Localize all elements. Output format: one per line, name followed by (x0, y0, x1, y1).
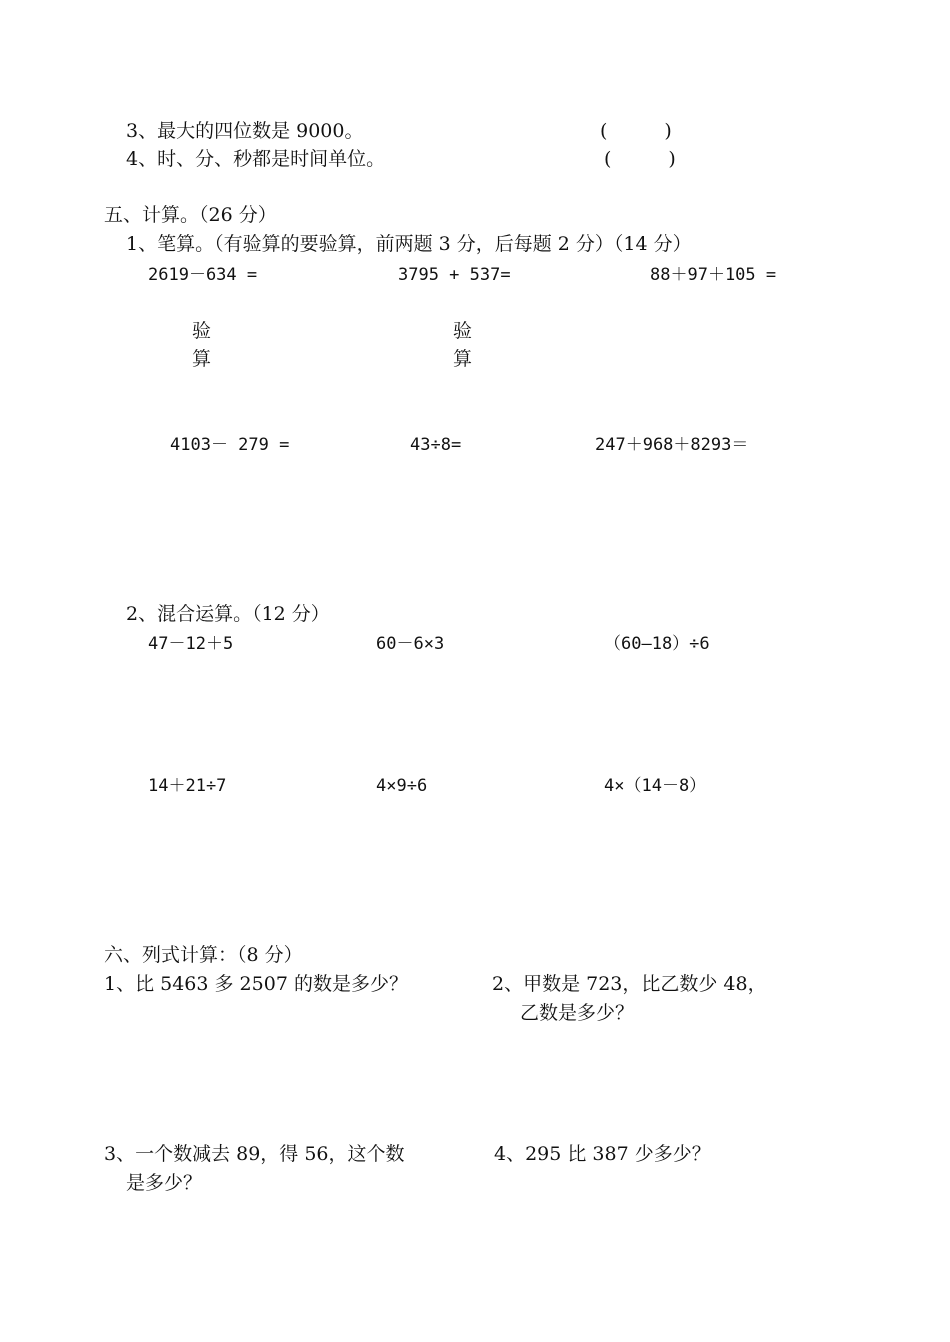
mixed-ops-problem-1: 47－12＋5 (148, 634, 234, 654)
written-calc-problem-2: 3795 + 537= (398, 265, 511, 285)
judge-item-4: 4、时、分、秒都是时间单位。 (126, 148, 386, 170)
written-calc-problem-5: 43÷8= (410, 435, 462, 455)
word-problem-2-line-1: 2、甲数是 723，比乙数少 48， (492, 973, 767, 995)
mixed-ops-problem-3: （60—18）÷6 (604, 634, 710, 654)
mixed-ops-problem-6: 4×（14－8） (604, 776, 707, 796)
mixed-ops-problem-2: 60－6×3 (376, 634, 445, 654)
written-calc-problem-6: 247＋968＋8293＝ (595, 435, 749, 455)
word-problem-2-line-2: 乙数是多少？ (520, 1002, 635, 1024)
judge-item-4-blank[interactable]: ( ) (604, 148, 676, 170)
word-problem-1: 1、比 5463 多 2507 的数是多少？ (104, 973, 408, 995)
mixed-ops-problem-4: 14＋21÷7 (148, 776, 227, 796)
mixed-ops-problem-5: 4×9÷6 (376, 776, 428, 796)
word-problem-4: 4、295 比 387 少多少？ (494, 1143, 711, 1165)
mixed-ops-title: 2、混合运算。（12 分） (126, 603, 330, 625)
check-label-2-char-1: 验 (453, 320, 473, 342)
written-calc-problem-1: 2619－634 = (148, 265, 258, 285)
section-6-title: 六、列式计算：（8 分） (104, 944, 303, 966)
word-problem-3-line-1: 3、一个数减去 89，得 56，这个数 (104, 1143, 405, 1165)
check-label-1-char-2: 算 (192, 348, 212, 370)
written-calc-problem-3: 88＋97＋105 = (650, 265, 777, 285)
judge-item-3-blank[interactable]: ( ) (600, 120, 672, 142)
section-5-title: 五、计算。（26 分） (104, 204, 277, 226)
written-calc-problem-4: 4103－ 279 = (170, 435, 290, 455)
judge-item-3: 3、最大的四位数是 9000。 (126, 120, 364, 142)
written-calc-title: 1、笔算。（有验算的要验算，前两题 3 分，后每题 2 分）（14 分） (126, 233, 692, 255)
word-problem-3-line-2: 是多少？ (126, 1172, 203, 1194)
check-label-1-char-1: 验 (192, 320, 212, 342)
check-label-2-char-2: 算 (453, 348, 473, 370)
